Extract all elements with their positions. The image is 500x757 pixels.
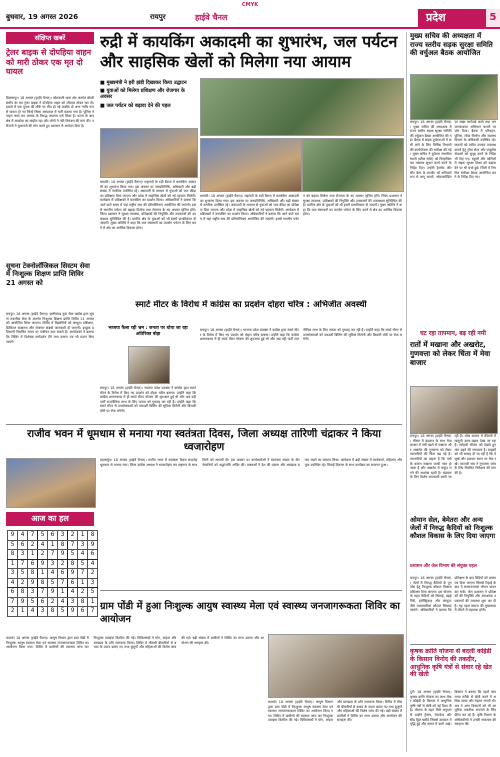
lead-bullet: ■ युवाओं को मिलेगा प्रशिक्षण और रोजगार के अवसर [100, 88, 185, 101]
lead-bullet: ■ जल पर्यटन को बढ़ावा देने की पहल [100, 102, 171, 109]
gram-body-cont: कवर्धा। 18 अगस्त (हाईवे चैनल)। आयुष विभाग द्वारा ग्राम पोंडी में निःशुल्क आयुष स्वास्थ्य मेला एवं स्वास्थ्य जनजागरूकता शिविर का आयोजन किया गया। शिविर में ग्रामीणों की स्वास्थ्य जांच कर निःशुल्क दवाइयां वितरित की गईं। चिकित्सकों ने योग, आहार और स्वच्छता के प्रति जागरूक किया। शिविर में मौसमी बीमारियों से बचाव के उपाय बताए गए तथा बुजुर्गों और महिलाओं की विशेष जांच की गई। बड़ी संख्या में ग्रामीणों ने शिविर का लाभ उठाया और आयोजन की सराहना की। [268, 700, 402, 723]
brief-headline-1: ट्रेलर बाइक से दोपहिया वाहन को मारी ठोकर एक मृत दो घायल [6, 48, 92, 76]
sudoku-row [8, 559, 98, 569]
sudoku-row [8, 550, 98, 560]
masthead-bar [0, 9, 500, 29]
sudoku-cell: 2 [48, 597, 58, 607]
sudoku-cell: 6 [58, 569, 68, 579]
dryfruit-photo [410, 386, 498, 434]
sudoku-cell: 2 [58, 559, 68, 569]
lead-photo-lower-1 [200, 138, 302, 192]
sudoku-cell: 7 [18, 559, 28, 569]
lead-body-cont: धमतरी। 18 अगस्त (हाईवे चैनल)। महानदी के रुद्री बैराज में कायकिंग अकादमी का शुभारंभ किया गया। इस अवसर पर जनप्रतिनिधि, अधिकारी और बड़ी संख्या में नागरिक उपस्थित रहे। अकादमी के माध्यम से युवाओं को जल क्रीड़ा का प्रशिक्षण दिया जाएगा और प्रदेश में साहसिक खेलों को नई पहचान मिलेगी। कार्यक्रम में प्रशिक्षकों ने कायकिंग का प्रदर्शन किया। अधिकारियों ने बताया कि आने वाले समय में यहां राष्ट्रीय स्तर की प्रतियोगिताएं आयोजित की जाएंगी। इससे स्थानीय पर्यटन को बढ़ावा मिलेगा तथा रोजगार के नए अवसर सृजित होंगे। जिला प्रशासन ने सुरक्षा व्यवस्था, प्रशिक्षकों की नियुक्ति और उपकरणों की उपलब्धता सुनिश्चित की है। ग्रामीण क्षेत्र के युवाओं को भी इसमें प्राथमिकता दी जाएगी। मुख्य अतिथि ने कहा कि जल संसाधनों का उपयोग पर्यटन के लिए करने से क्षेत्र का आर्थिक विकास होगा। [200, 194, 402, 221]
sudoku-cell: 3 [68, 597, 78, 607]
sudoku-row [8, 588, 98, 598]
sudoku-cell: 6 [28, 559, 38, 569]
sudoku-cell: 2 [18, 578, 28, 588]
sudoku-cell: 5 [18, 569, 28, 579]
sudoku-cell: 7 [68, 540, 78, 550]
temp-kicker: घट रहा तापमान, बढ़ रही नमी [420, 330, 486, 337]
edition-date: बुधवार, 19 अगस्त 2026 [6, 13, 79, 21]
right-divider [406, 32, 407, 752]
smart-meter-sub: भाजपा फैला रही भ्रम : जनता पर थोपा जा रहा अतिरिक्त बोझ [108, 326, 188, 337]
lead-bullet-text: युवाओं को मिलेगा प्रशिक्षण और रोजगार के अवसर [100, 88, 185, 101]
oman-body: रायपुर। 18 अगस्त (हाईवे चैनल)। जेलों में निरुद्ध कैदियों के पुनर्वास हेतु निःशुल्क कौशल विकास प्रशिक्षण दिया जाएगा। इस योजना के तहत कैदियों को सिलाई, बढ़ईगिरी, इलेक्ट्रिकल और कंप्यूटर जैसे व्यावसायिक कौशल सिखाए जाएंगे। अधिकारियों ने बताया कि प्रशिक्षण के बाद कैदियों को प्रमाण पत्र दिया जाएगा जिससे रिहाई के बाद वे सम्मानजनक जीवन यापन कर सकें। जेल प्रशासन ने प्रशिक्षकों की नियुक्ति और आवश्यक उपकरणों की व्यवस्था शुरू कर दी है। यह पहल समाज की मुख्यधारा में लौटने में सहायक होगी। [410, 576, 496, 613]
sudoku-cell: 4 [8, 578, 18, 588]
lead-photo-main [200, 78, 404, 136]
rajiv-photo [6, 458, 96, 508]
lead-bullet-text: जल पर्यटन को बढ़ावा देने की पहल [106, 102, 171, 109]
section-label: प्रदेश [418, 9, 486, 27]
sudoku-cell: 5 [48, 578, 58, 588]
sudoku-cell: 2 [38, 550, 48, 560]
oman-bullet: प्रशासन और जेल विभाग की संयुक्त पहल [410, 564, 477, 569]
sudoku-cell: 9 [18, 597, 28, 607]
rajiv-body: महासमुंद। 18 अगस्त (हाईवे चैनल)। राजीव भवन में स्वतंत्रता दिवस समारोह धूमधाम से मनाया गया। जिला कांग्रेस अध्यक्ष ने ध्वजारोहण कर राष्ट्रगान के साथ तिरंगे को सलामी दी। इस अवसर पर कार्यकर्ताओं ने स्वतंत्रता संग्राम के वीर सेनानियों को श्रद्धांजलि अर्पित की। वक्ताओं ने देश की एकता और अखंडता बनाए रखने का संकल्प लिया। कार्यक्रम में बड़ी संख्या में कार्यकर्ता, महिलाएं और युवा उपस्थित रहे। मिठाई वितरण के साथ कार्यक्रम का समापन हुआ। [100, 458, 402, 467]
sudoku-cell: 4 [78, 550, 88, 560]
road-safety-body: रायपुर। 18 अगस्त (हाईवे चैनल)। मुख्य सचिव की अध्यक्षता में राज्य स्तरीय सड़क सुरक्षा समिति की वर्चुअल बैठक आयोजित की गई। बैठक में सड़क दुर्घटनाओं में कमी लाने के लिए विभिन्न विभागों की कार्ययोजना की समीक्षा की गई। मुख्य सचिव ने दुर्घटना संभावित स्थलों (ब्लैक स्पॉट) को चिन्हांकित कर तत्काल सुधार कार्य करने के निर्देश दिए। उन्होंने हेलमेट और सीट बेल्ट के उपयोग को अनिवार्य रूप से लागू कराने, ओवरस्पीडिंग पर सख्त कार्रवाई करने तथा जनजागरूकता अभियान चलाने पर जोर दिया। बैठक में परिवहन, पुलिस, लोक निर्माण और स्वास्थ्य विभाग के अधिकारी उपस्थित रहे। घायलों को त्वरित उपचार उपलब्ध कराने हेतु ट्रॉमा सेंटर और एम्बुलेंस सेवाओं को सुदृढ़ करने के निर्देश भी दिए गए। स्कूलों और कॉलेजों में सड़क सुरक्षा शिक्षा को बढ़ावा देने पर भी चर्चा हुई। जिलों में नियमित समीक्षा बैठक आयोजित करने के निर्देश दिए गए। [410, 120, 496, 180]
sudoku-cell: 1 [88, 597, 98, 607]
sudoku-cell: 4 [58, 597, 68, 607]
lead-bullet-text: मुख्यमंत्री ने हरी झंडी दिखाकर किया उद्घाटन [106, 80, 187, 86]
sudoku-cell: 7 [58, 578, 68, 588]
lead-photo-lower-2 [302, 138, 404, 192]
sudoku-cell: 4 [38, 540, 48, 550]
sudoku-cell: 3 [8, 569, 18, 579]
lead-headline: रुद्री में कायकिंग अकादमी का शुभारंभ, जल पर्यटन और साहसिक खेलों को मिलेगा नया आयाम [100, 32, 398, 71]
sudoku-cell: 3 [28, 588, 38, 598]
sudoku-cell: 8 [18, 588, 28, 598]
krishak-headline: कृषक क्रांति योजना से बदली कोईडी के किसान विनोद की तकदीर, आधुनिक कृषि यंत्रों से संवार रहे खेत की खेती [410, 648, 492, 679]
sudoku-cell: 6 [48, 531, 58, 541]
brief-headline-2: सूचना टेक्नोलॉजिकल सिस्टम सेवा में निःशुल्क शिक्षण प्राप्ति शिविर 21 अगस्त को [6, 262, 90, 287]
krishak-body: दुर्ग। 18 अगस्त (हाईवे चैनल)। कृषक क्रांति योजना का लाभ लेकर कोईडी के किसान ने आधुनिक कृषि यंत्रों से खेती को नई दिशा दी है। योजना के तहत मिले अनुदान से उन्होंने ट्रैक्टर, रोटावेटर और सीड ड्रिल खरीदे जिससे उत्पादन में वृद्धि हुई और लागत में कमी आई। किसान ने बताया कि पहले परंपरागत तरीके से खेती करने में अधिक समय और मेहनत लगती थी। अब वे अन्य किसानों को भी आधुनिक तकनीक अपनाने के लिए प्रेरित कर रहे हैं। कृषि विभाग के अधिकारियों ने उनकी सफलता की सराहना की। [410, 690, 496, 727]
sudoku-cell: 8 [28, 569, 38, 579]
sudoku-cell: 7 [78, 569, 88, 579]
sudoku-cell: 2 [88, 569, 98, 579]
road-safety-photo [410, 74, 498, 120]
sudoku-cell: 5 [38, 531, 48, 541]
sudoku-cell: 5 [58, 607, 68, 617]
sudoku-grid [7, 530, 98, 617]
sudoku-cell: 9 [68, 607, 78, 617]
sudoku-cell: 6 [68, 578, 78, 588]
sudoku-cell: 8 [68, 559, 78, 569]
sudoku-cell: 4 [48, 569, 58, 579]
sudoku-title: आज का हल [6, 512, 94, 526]
sudoku-cell: 9 [38, 559, 48, 569]
sudoku-cell: 9 [88, 540, 98, 550]
paper-name: हाईवे चैनल [195, 13, 228, 22]
oman-headline: ओमान सेल, बेमेतरा और अन्य जेलों में निरुद्ध कैदियों को निःशुल्क कौशल विकास के लिए दिया जाएगा [410, 516, 496, 541]
lead-bullet: ■ मुख्यमंत्री ने हरी झंडी दिखाकर किया उद्घाटन [100, 80, 187, 86]
sudoku-table [7, 530, 98, 617]
brief-tag: संक्षिप्त खबरें [6, 32, 94, 44]
sudoku-cell: 1 [38, 569, 48, 579]
sudoku-cell: 7 [88, 607, 98, 617]
sudoku-cell: 9 [8, 531, 18, 541]
sudoku-row [8, 597, 98, 607]
sudoku-cell: 4 [28, 607, 38, 617]
sudoku-cell: 6 [78, 607, 88, 617]
sudoku-row [8, 540, 98, 550]
lead-bullets [100, 80, 196, 109]
sudoku-row [8, 569, 98, 579]
sudoku-cell: 8 [48, 607, 58, 617]
sudoku-cell: 8 [8, 550, 18, 560]
sudoku-cell: 4 [88, 559, 98, 569]
section-divider [6, 424, 402, 425]
lead-photo-inset [100, 128, 198, 178]
sudoku-cell: 3 [18, 550, 28, 560]
temp-headline: रातों में मखाना और अखरोट, गुणवत्ता को लेकर चिंता में मेवा बाजार [410, 340, 491, 367]
sudoku-cell: 7 [38, 588, 48, 598]
sudoku-cell: 9 [48, 588, 58, 598]
sudoku-cell: 1 [48, 540, 58, 550]
spokesperson-photo [128, 346, 170, 384]
sudoku-cell: 3 [78, 540, 88, 550]
sudoku-cell: 9 [58, 550, 68, 560]
section-divider-2 [100, 590, 402, 591]
sudoku-cell: 8 [78, 597, 88, 607]
sudoku-cell: 6 [88, 550, 98, 560]
sudoku-row [8, 531, 98, 541]
sudoku-cell: 1 [28, 550, 38, 560]
sudoku-cell: 1 [78, 531, 88, 541]
gram-body: कवर्धा। 18 अगस्त (हाईवे चैनल)। आयुष विभाग द्वारा ग्राम पोंडी में निःशुल्क आयुष स्वास्थ्य मेला एवं स्वास्थ्य जनजागरूकता शिविर का आयोजन किया गया। शिविर में ग्रामीणों की स्वास्थ्य जांच कर निःशुल्क दवाइयां वितरित की गईं। चिकित्सकों ने योग, आहार और स्वच्छता के प्रति जागरूक किया। शिविर में मौसमी बीमारियों से बचाव के उपाय बताए गए तथा बुजुर्गों और महिलाओं की विशेष जांच की गई। बड़ी संख्या में ग्रामीणों ने शिविर का लाभ उठाया और आयोजन की सराहना की। [6, 636, 264, 650]
sudoku-cell: 5 [28, 597, 38, 607]
sudoku-cell: 6 [8, 588, 18, 598]
smart-meter-body: रायपुर। 18 अगस्त (हाईवे चैनल)। भाजपा प्रदेश प्रवक्ता ने कांग्रेस द्वारा स्मार्ट मीटर के विरोध में किए गए प्रदर्शन को दोहरा चरित्र बताया। उन्होंने कहा कि कांग्रेस शासनकाल में ही स्मार्ट मीटर योजना की शुरुआत हुई थी और अब वही पार्टी राजनीतिक लाभ के लिए जनता को गुमराह कर रही है। उन्होंने कहा कि स्मार्ट मीटर से उपभोक्ताओं को पारदर्शी बिलिंग की सुविधा मिलेगी और बिजली चोरी पर रोक लगेगी। [100, 386, 196, 413]
gram-headline: ग्राम पोंडी में हुआ निःशुल्क आयुष स्वास्थ्य मेला एवं स्वास्थ्य जनजागरूकता शिविर का आयोजन [100, 601, 400, 625]
sudoku-cell: 7 [48, 550, 58, 560]
road-safety-headline [248, 32, 249, 33]
lead-body: धमतरी। 18 अगस्त (हाईवे चैनल)। महानदी के रुद्री बैराज में कायकिंग अकादमी का शुभारंभ किया गया। इस अवसर पर जनप्रतिनिधि, अधिकारी और बड़ी संख्या में नागरिक उपस्थित रहे। अकादमी के माध्यम से युवाओं को जल क्रीड़ा का प्रशिक्षण दिया जाएगा और प्रदेश में साहसिक खेलों को नई पहचान मिलेगी। कार्यक्रम में प्रशिक्षकों ने कायकिंग का प्रदर्शन किया। अधिकारियों ने बताया कि आने वाले समय में यहां राष्ट्रीय स्तर की प्रतियोगिताएं आयोजित की जाएंगी। इससे स्थानीय पर्यटन को बढ़ावा मिलेगा तथा रोजगार के नए अवसर सृजित होंगे। जिला प्रशासन ने सुरक्षा व्यवस्था, प्रशिक्षकों की नियुक्ति और उपकरणों की उपलब्धता सुनिश्चित की है। ग्रामीण क्षेत्र के युवाओं को भी इसमें प्राथमिकता दी जाएगी। मुख्य अतिथि ने कहा कि जल संसाधनों का उपयोग पर्यटन के लिए करने से क्षेत्र का आर्थिक विकास होगा। [100, 180, 196, 230]
sudoku-cell: 2 [8, 607, 18, 617]
section-divider-3 [410, 644, 496, 645]
smart-meter-body-cont: रायपुर। 18 अगस्त (हाईवे चैनल)। भाजपा प्रदेश प्रवक्ता ने कांग्रेस द्वारा स्मार्ट मीटर के विरोध में किए गए प्रदर्शन को दोहरा चरित्र बताया। उन्होंने कहा कि कांग्रेस शासनकाल में ही स्मार्ट मीटर योजना की शुरुआत हुई थी और अब वही पार्टी राजनीतिक लाभ के लिए जनता को गुमराह कर रही है। उन्होंने कहा कि स्मार्ट मीटर से उपभोक्ताओं को पारदर्शी बिलिंग की सुविधा मिलेगी और बिजली चोरी पर रोक लगेगी। [200, 328, 402, 342]
sudoku-cell: 8 [88, 531, 98, 541]
brief-body-1: बिलासपुर। 18 अगस्त (हाईवे चैनल)। कोतवाली थाना क्षेत्र अंतर्गत बोदरी समीप देर रात ट्रेलर बाइक ने दोपहिया वाहन को जोरदार ठोकर मार दी। हादसे में एक युवक की मौके पर मौत हो गई जबकि दो अन्य गंभीर रूप से घायल हो गए जिन्हें सिम्स अस्पताल में भर्ती कराया गया है। पुलिस ने वाहन जब्त कर चालक के विरुद्ध अपराध दर्ज किया है। घटना के बाद क्षेत्र में आक्रोश का माहौल रहा और लोगों ने गति नियंत्रण की मांग की। परिजनों ने मुआवजे की मांग करते हुए प्रशासन से आवेदन दिया है। [6, 96, 94, 128]
sudoku-cell: 5 [8, 540, 18, 550]
sudoku-cell: 7 [8, 597, 18, 607]
sudoku-cell: 9 [68, 569, 78, 579]
sudoku-cell: 6 [18, 540, 28, 550]
edition-city: रायपुर [150, 13, 166, 21]
sudoku-cell: 5 [78, 559, 88, 569]
temp-body: रायपुर। 18 अगस्त (हाईवे चैनल)। मौसम में बदलाव के साथ मेवा बाजार में नमी बढ़ने से मखाना और अखरोट की गुणवत्ता को लेकर व्यापारियों की चिंता बढ़ गई है। व्यापारियों का कहना है कि नमी के कारण मखाना जल्दी नरम हो जाता है और अखरोट में फफूंद लगने की आशंका रहती है। भंडारण के लिए विशेष सावधानी बरती जा रही है। थोक बाजार में कीमतों में मामूली उतार-चढ़ाव देखा जा रहा है। त्योहारी सीजन को देखते हुए मांग बढ़ने की संभावना है। ग्राहकों को भी सलाह दी जा रही है कि वे सूखे और हवादार स्थान पर मेवा रखें। व्यापारी संघ ने गुणवत्ता जांच के लिए नियमित निरीक्षण की मांग की है। [410, 434, 496, 480]
brief-body-2: रायपुर। 18 अगस्त (हाईवे चैनल)। छत्तीसगढ़ युवा सेवा प्रकोष्ठ द्वारा सूचना तकनीक सेवा के अंतर्गत निःशुल्क शिक्षण प्राप्ति शिविर 21 अगस्त को आयोजित किया जाएगा। शिविर में विद्यार्थियों को कंप्यूटर प्रशिक्षण, डिजिटल साक्षरता और रोजगार संबंधी जानकारी दी जाएगी। इच्छुक प्रतिभागी निर्धारित समय पर पंजीयन करा सकते हैं। आयोजकों ने बताया कि शिविर में विशेषज्ञ मार्गदर्शन देंगे तथा प्रमाण पत्र भी प्रदान किए जाएंगे। [6, 312, 94, 344]
sudoku-cell: 8 [58, 540, 68, 550]
sudoku-cell: 3 [88, 578, 98, 588]
sudoku-cell: 1 [8, 559, 18, 569]
sudoku-row [8, 607, 98, 617]
rajiv-headline: राजीव भवन में धूमधाम से मनाया गया स्वतंत्रता दिवस, जिला अध्यक्ष तारिणी चंद्राकर ने किया ध्वजारोहण [27, 428, 381, 453]
sudoku-cell: 2 [78, 588, 88, 598]
road-safety-headline-text: मुख्य सचिव की अध्यक्षता में राज्य स्तरीय सड़क सुरक्षा समिति की वर्चुअल बैठक आयोजित [410, 32, 493, 58]
sudoku-cell: 5 [68, 550, 78, 560]
sudoku-cell: 9 [28, 578, 38, 588]
sudoku-cell: 1 [18, 607, 28, 617]
smart-meter-headline: स्मार्ट मीटर के विरोध में कांग्रेस का प्रदर्शन दोहरा चरित्र : अभिजीत अवस्थी [135, 300, 367, 310]
sudoku-cell: 1 [58, 588, 68, 598]
sudoku-cell: 2 [68, 531, 78, 541]
sudoku-cell: 3 [58, 531, 68, 541]
sudoku-cell: 4 [68, 588, 78, 598]
page-number: 5 [486, 9, 500, 27]
sudoku-cell: 7 [28, 531, 38, 541]
cmyk-mark: CMYK [241, 2, 259, 8]
sudoku-cell: 3 [48, 559, 58, 569]
sudoku-row [8, 578, 98, 588]
sudoku-cell: 5 [88, 588, 98, 598]
sudoku-cell: 8 [38, 578, 48, 588]
sudoku-cell: 3 [38, 607, 48, 617]
sudoku-cell: 4 [18, 531, 28, 541]
gram-photo [268, 634, 404, 698]
sudoku-cell: 6 [38, 597, 48, 607]
sudoku-cell: 1 [78, 578, 88, 588]
sudoku-cell: 2 [28, 540, 38, 550]
